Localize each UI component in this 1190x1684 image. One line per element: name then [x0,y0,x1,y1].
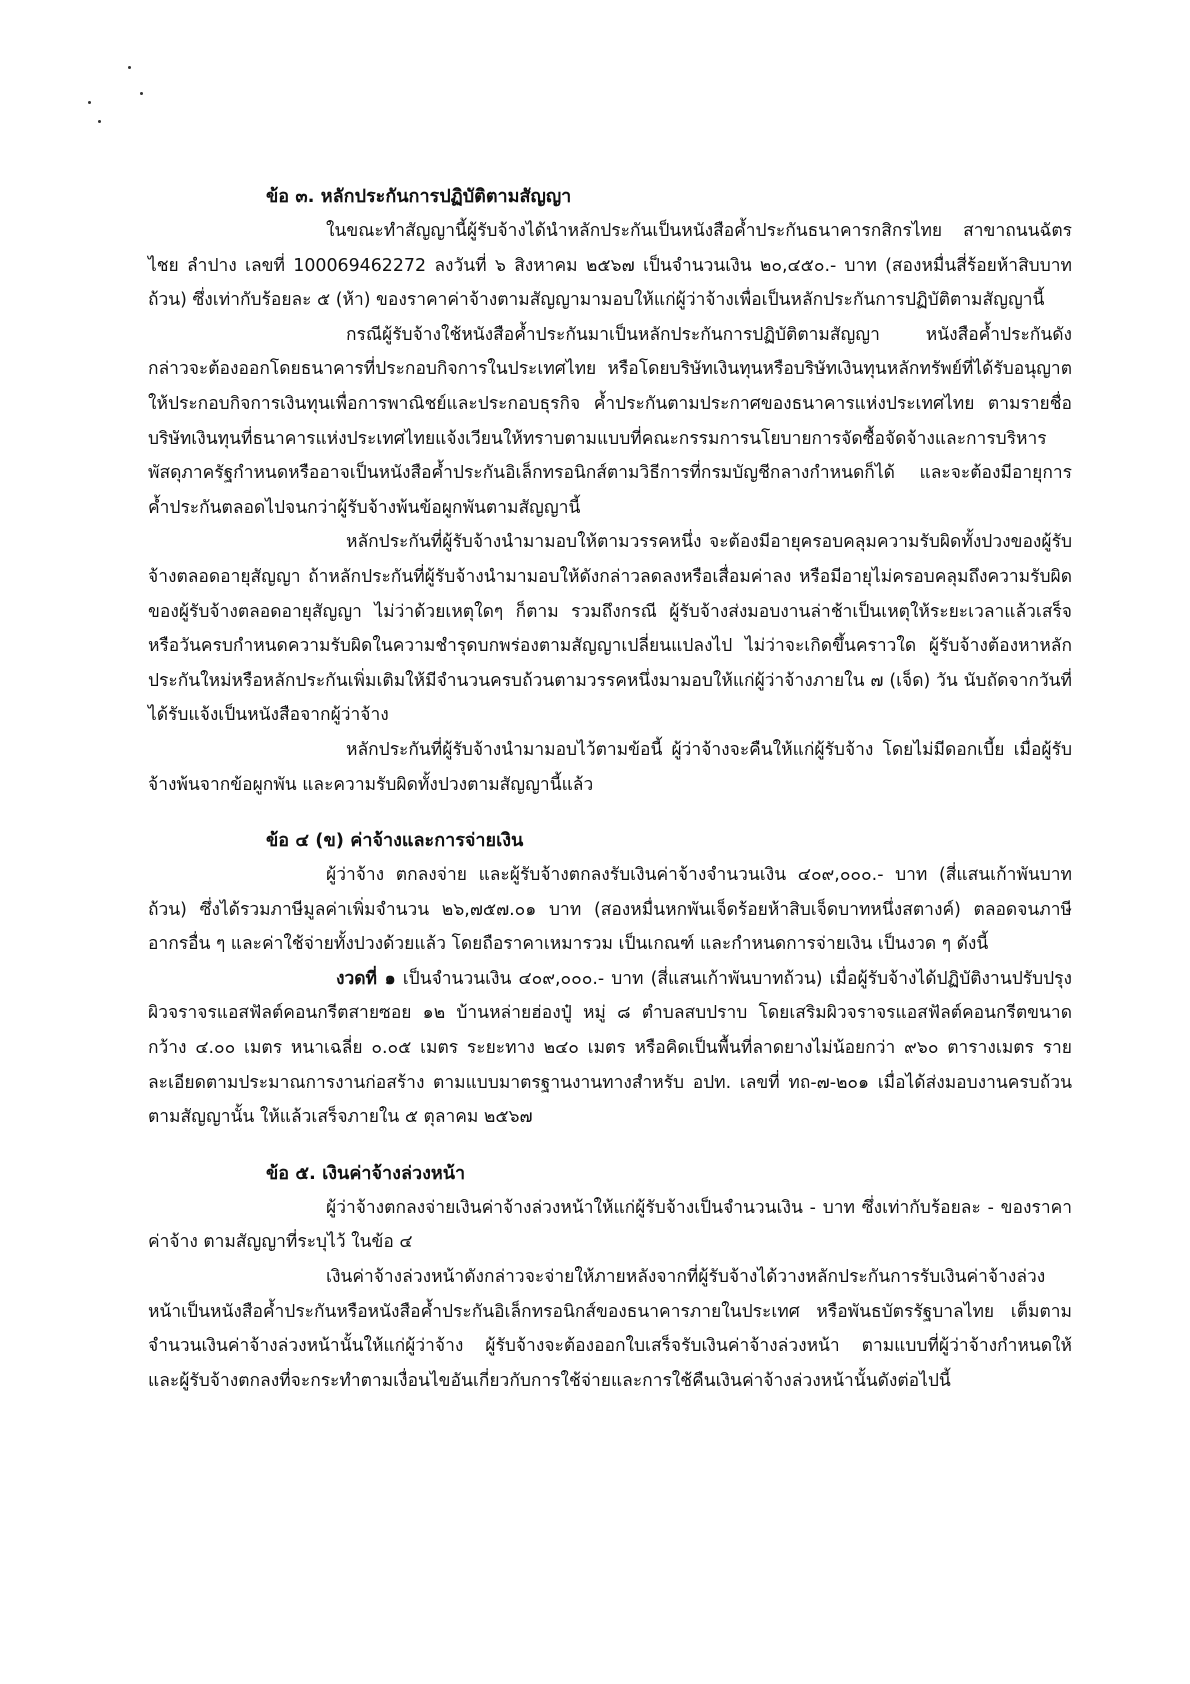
section-3-heading: ข้อ ๓. หลักประกันการปฏิบัติตามสัญญา [266,186,572,207]
section-3-paragraph-3: หลักประกันที่ผู้รับจ้างนำมามอบให้ตามวรรคหนึ่ง จะต้องมีอายุครอบคลุมความรับผิดทั้งปวงของผู้รับจ้างตลอดอายุสัญญา ถ้าหลักประกันที่ผู้รับจ้างนำมามอบให้ดังกล่าวลดลงหรือเสื่อมค่าลง หรือมีอายุไม่ครอบคลุมถึงความรับผิดของผู้รับจ้างตลอดอายุสัญญา ไม่ว่าด้วยเหตุใดๆ ก็ตาม รวมถึงกรณี ผู้รับจ้างส่งมอบงานล่าช้าเป็นเหตุให้ระยะเวลาแล้วเสร็จหรือวันครบกำหนดความรับผิดในความชำรุดบกพร่องตามสัญญาเปลี่ยนแปลงไป ไม่ว่าจะเกิดขึ้นคราวใด ผู้รับจ้างต้องหาหลักประกันใหม่หรือหลักประกันเพิ่มเติมให้มีจำนวนครบถ้วนตามวรรคหนึ่งมามอบให้แก่ผู้ว่าจ้างภายใน ๗ (เจ็ด) วัน นับถัดจากวันที่ได้รับแจ้งเป็นหนังสือจากผู้ว่าจ้าง [148,532,1072,726]
installment-label: งวดที่ ๑ [336,968,396,989]
scan-speck [88,101,91,104]
scan-speck [128,66,131,69]
installment-text: เป็นจำนวนเงิน ๔๐๙,๐๐๐.- บาท (สี่แสนเก้าพันบาทถ้วน) เมื่อผู้รับจ้างได้ปฏิบัติงานปรับปรุงผิวจราจรแอสฟัลต์คอนกรีตสายซอย ๑๒ บ้านหล่ายฮ่องปู๋ หมู่ ๘ ตำบลสบปราบ โดยเสริมผิวจราจรแอสฟัลต์คอนกรีตขนาดกว้าง ๔.๐๐ เมตร หนาเฉลี่ย ๐.๐๕ เมตร ระยะทาง ๒๔๐ เมตร หรือคิดเป็นพื้นที่ลาดยางไม่น้อยกว่า ๙๖๐ ตารางเมตร รายละเอียดตามประมาณการงานก่อสร้าง ตามแบบมาตรฐานงานทางสำหรับ อปท. เลขที่ ทถ-๗-๒๐๑ เมื่อได้ส่งมอบงานครบถ้วนตามสัญญานั้น ให้แล้วเสร็จภายใน ๕ ตุลาคม ๒๕๖๗ [148,968,1072,1128]
section-4-heading: ข้อ ๔ (ข) ค่าจ้างและการจ่ายเงิน [266,830,524,852]
scan-speck [98,120,101,123]
section-3-paragraph-2: กรณีผู้รับจ้างใช้หนังสือค้ำประกันมาเป็นหลักประกันการปฏิบัติตามสัญญา หนังสือค้ำประกันดังกล่าวจะต้องออกโดยธนาคารที่ประกอบกิจการในประเทศไทย หรือโดยบริษัทเงินทุนหรือบริษัทเงินทุนหลักทรัพย์ที่ได้รับอนุญาตให้ประกอบกิจการเงินทุนเพื่อการพาณิชย์และประกอบธุรกิจ ค้ำประกันตามประกาศของธนาคารแห่งประเทศไทย ตามรายชื่อบริษัทเงินทุนที่ธนาคารแห่งประเทศไทยแจ้งเวียนให้ทราบตามแบบที่คณะกรรมการนโยบายการจัดซื้อจัดจ้างและการบริหารพัสดุภาครัฐกำหนดหรืออาจเป็นหนังสือค้ำประกันอิเล็กทรอนิกส์ตามวิธีการที่กรมบัญชีกลางกำหนดก็ได้ และจะต้องมีอายุการค้ำประกันตลอดไปจนกว่าผู้รับจ้างพ้นข้อผูกพันตามสัญญานี้ [148,324,1072,518]
section-5-paragraph-2: เงินค่าจ้างล่วงหน้าดังกล่าวจะจ่ายให้ภายหลังจากที่ผู้รับจ้างได้วางหลักประกันการรับเงินค่าจ้างล่วงหน้าเป็นหนังสือค้ำประกันหรือหนังสือค้ำประกันอิเล็กทรอนิกส์ของธนาคารภายในประเทศ หรือพันธบัตรรัฐบาลไทย เต็มตามจำนวนเงินค่าจ้างล่วงหน้านั้นให้แก่ผู้ว่าจ้าง ผู้รับจ้างจะต้องออกใบเสร็จรับเงินค่าจ้างล่วงหน้า ตามแบบที่ผู้ว่าจ้างกำหนดให้ และผู้รับจ้างตกลงที่จะกระทำตามเงื่อนไขอันเกี่ยวกับการใช้จ่ายและการใช้คืนเงินค่าจ้างล่วงหน้านั้นดังต่อไปนี้ [148,1267,1072,1391]
section-spacer [148,802,1072,824]
section-spacer [148,1135,1072,1157]
document-body [148,180,1072,1398]
scan-speck [140,92,143,95]
section-5-paragraph-1: ผู้ว่าจ้างตกลงจ่ายเงินค่าจ้างล่วงหน้าให้แก่ผู้รับจ้างเป็นจำนวนเงิน - บาท ซึ่งเท่ากับร้อยละ - ของราคาค่าจ้าง ตามสัญญาที่ระบุไว้ ในข้อ ๔ [148,1197,1072,1253]
section-4-paragraph-1: ผู้ว่าจ้าง ตกลงจ่าย และผู้รับจ้างตกลงรับเงินค่าจ้างจำนวนเงิน ๔๐๙,๐๐๐.- บาท (สี่แสนเก้าพันบาทถ้วน) ซึ่งได้รวมภาษีมูลค่าเพิ่มจำนวน ๒๖,๗๕๗.๐๑ บาท (สองหมื่นหกพันเจ็ดร้อยห้าสิบเจ็ดบาทหนึ่งสตางค์) ตลอดจนภาษีอากรอื่น ๆ และค่าใช้จ่ายทั้งปวงด้วยแล้ว โดยถือราคาเหมารวม เป็นเกณฑ์ และกำหนดการจ่ายเงิน เป็นงวด ๆ ดังนี้ [148,865,1072,955]
section-5-heading: ข้อ ๕. เงินค่าจ้างล่วงหน้า [266,1162,466,1184]
section-3-paragraph-1: ในขณะทำสัญญานี้ผู้รับจ้างได้นำหลักประกันเป็นหนังสือค้ำประกันธนาคารกสิกรไทย สาขาถนนฉัตรไชย ลำปาง เลขที่ 100069462272 ลงวันที่ ๖ สิงหาคม ๒๕๖๗ เป็นจำนวนเงิน ๒๐,๔๕๐.- บาท (สองหมื่นสี่ร้อยห้าสิบบาทถ้วน) ซึ่งเท่ากับร้อยละ ๕ (ห้า) ของราคาค่าจ้างตามสัญญามามอบให้แก่ผู้ว่าจ้างเพื่อเป็นหลักประกันการปฏิบัติตามสัญญานี้ [148,221,1072,311]
section-4-paragraph-2 [148,962,1072,1135]
section-3-paragraph-4: หลักประกันที่ผู้รับจ้างนำมามอบไว้ตามข้อนี้ ผู้ว่าจ้างจะคืนให้แก่ผู้รับจ้าง โดยไม่มีดอกเบี้ย เมื่อผู้รับจ้างพ้นจากข้อผูกพัน และความรับผิดทั้งปวงตามสัญญานี้แล้ว [148,739,1072,795]
